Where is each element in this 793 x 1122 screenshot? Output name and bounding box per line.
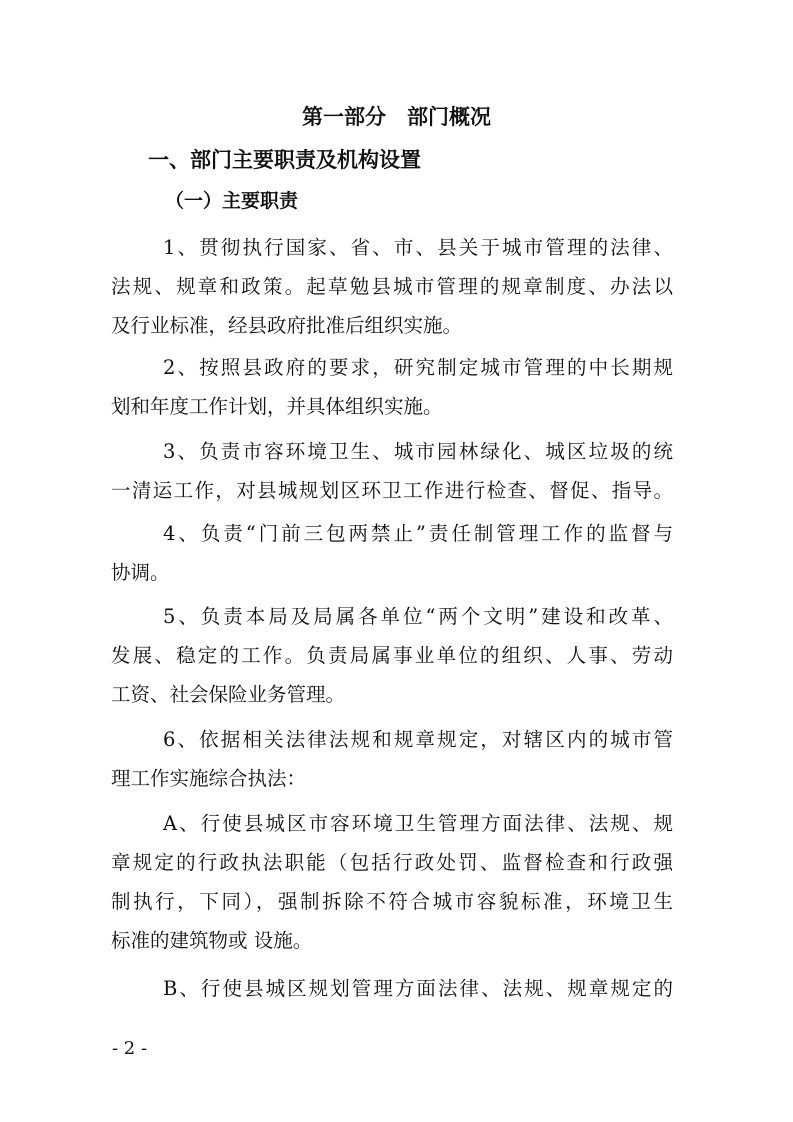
- paragraph-line: 理工作实施综合执法：: [111, 767, 307, 790]
- paragraph-line: 划和年度工作计划，并具体组织实施。: [111, 395, 443, 418]
- paragraph-2: [111, 348, 673, 426]
- paragraph-b: [111, 969, 673, 1008]
- paragraph-1: [111, 228, 673, 345]
- paragraph-line: 一清运工作，对县城规划区环卫工作进行检查、督促、指导。: [111, 479, 673, 502]
- paragraph-line: 法规、规章和政策。起草勉县城市管理的规章制度、办法以: [111, 275, 673, 298]
- page-number: - 2 -: [112, 1038, 148, 1059]
- subheading: （一）主要职责: [165, 190, 299, 212]
- paragraph-line: 协调。: [111, 561, 170, 584]
- section-heading: 一、部门主要职责及机构设置: [148, 147, 421, 172]
- paragraph-line: 6、依据相关法律法规和规章规定，对辖区内的城市管: [163, 728, 673, 751]
- paragraph-line: 标准的建筑物或 设施。: [111, 929, 313, 952]
- paragraph-6: [111, 720, 673, 798]
- paragraph-3: [111, 432, 673, 510]
- paragraph-line: B、行使县城区规划管理方面法律、法规、规章规定的: [163, 977, 673, 1000]
- paragraph-line: 5、负责本局及局属各单位“两个文明”建设和改革、: [163, 605, 673, 628]
- paragraph-a: [111, 804, 673, 960]
- paragraph-5: [111, 597, 673, 714]
- paragraph-line: A、行使县城区市容环境卫生管理方面法律、法规、规: [163, 812, 673, 835]
- paragraph-line: 4、负责“门前三包两禁止”责任制管理工作的监督与: [163, 522, 673, 545]
- paragraph-line: 制执行，下同），强制拆除不符合城市容貌标准，环境卫生: [111, 890, 673, 913]
- page-title: 第一部分 部门概况: [302, 104, 491, 129]
- paragraph-line: 章规定的行政执法职能（包括行政处罚、监督检查和行政强: [111, 851, 673, 874]
- paragraph-line: 1、贯彻执行国家、省、市、县关于城市管理的法律、: [163, 236, 673, 259]
- paragraph-line: 3、负责市容环境卫生、城市园林绿化、城区垃圾的统: [163, 440, 673, 463]
- paragraph-4: [111, 514, 673, 592]
- paragraph-line: 2、按照县政府的要求，研究制定城市管理的中长期规: [163, 356, 673, 379]
- paragraph-line: 工资、社会保险业务管理。: [111, 683, 346, 706]
- paragraph-line: 发展、稳定的工作。负责局属事业单位的组织、人事、劳动: [111, 644, 673, 667]
- paragraph-line: 及行业标准，经县政府批准后组织实施。: [111, 314, 463, 337]
